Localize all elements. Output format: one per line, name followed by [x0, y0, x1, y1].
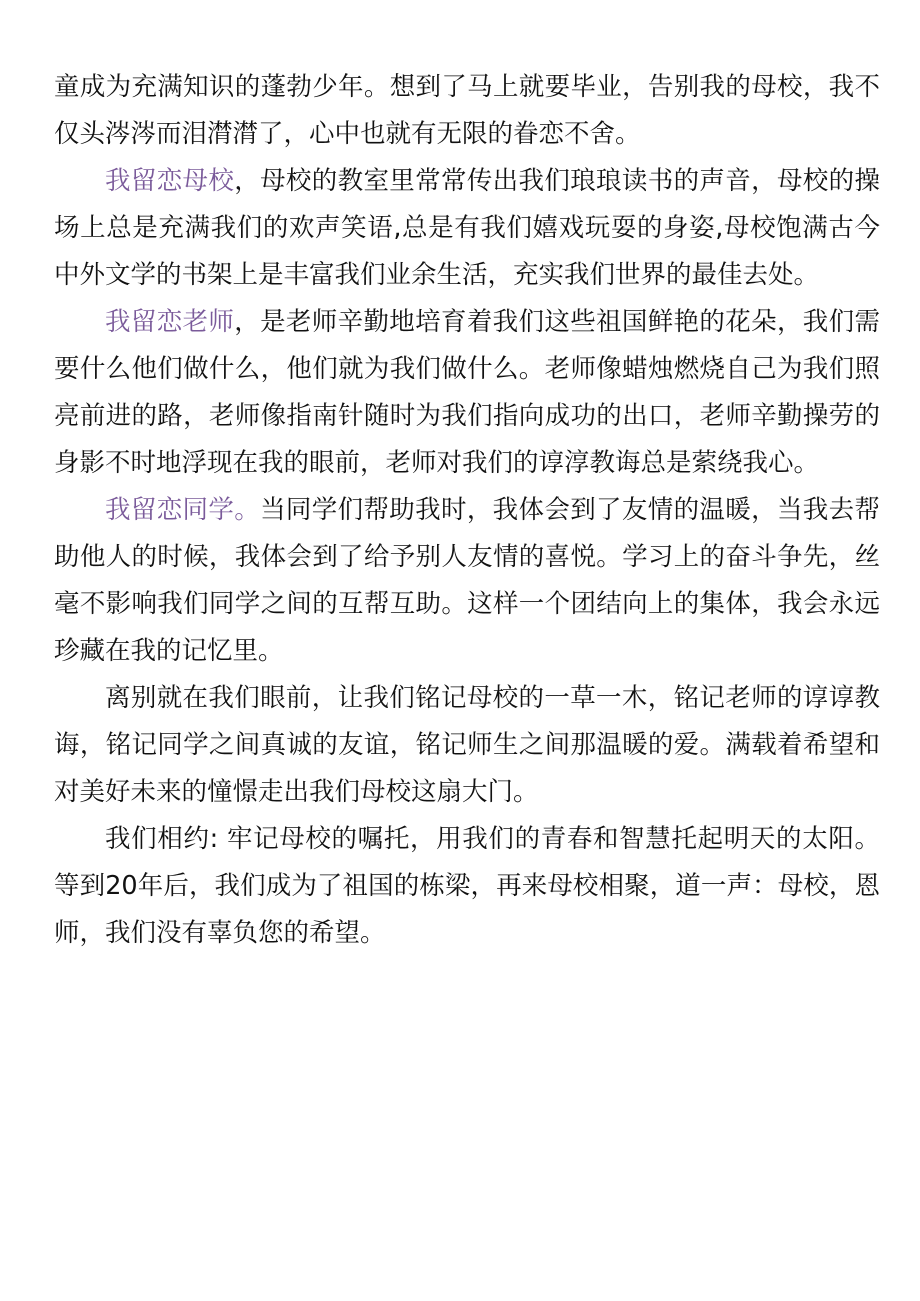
paragraph-miss-school: [54, 158, 880, 299]
paragraph-text: 我们相约: 牢记母校的嘱托，用我们的青春和智慧托起明天的太阳。等到20年后，我们成为了祖国的栋梁，再来母校相聚，道一声：母校，恩师，我们没有辜负您的希望。: [54, 824, 880, 948]
paragraph-lead-school: 我留恋母校: [105, 166, 235, 196]
paragraph-lead-teachers: 我留恋老师: [105, 307, 235, 337]
paragraph-miss-teachers: [54, 299, 880, 487]
paragraph-farewell: [54, 675, 880, 816]
paragraph-lead-classmates: 我留恋同学。: [105, 495, 261, 525]
paragraph-text: 童成为充满知识的蓬勃少年。想到了马上就要毕业，告别我的母校，我不仅头涔涔而泪潸潸了，心中也就有无限的眷恋不舍。: [54, 72, 880, 149]
paragraph-text: ，母校的教室里常常传出我们琅琅读书的声音，母校的操场上总是充满我们的欢声笑语,总是有我们嬉戏玩耍的身姿,母校饱满古今中外文学的书架上是丰富我们业余生活，充实我们世界的最佳去处。: [54, 166, 880, 290]
paragraph-promise: [54, 816, 880, 957]
paragraph-text: 离别就在我们眼前，让我们铭记母校的一草一木，铭记老师的谆谆教诲，铭记同学之间真诚的友谊，铭记师生之间那温暖的爱。满载着希望和对美好未来的憧憬走出我们母校这扇大门。: [54, 683, 880, 807]
paragraph-text: ，是老师辛勤地培育着我们这些祖国鲜艳的花朵，我们需要什么他们做什么，他们就为我们做什么。老师像蜡烛燃烧自己为我们照亮前进的路，老师像指南针随时为我们指向成功的出口，老师辛勤操劳的身影不时地浮现在我的眼前，老师对我们的谆淳教诲总是萦绕我心。: [54, 307, 880, 478]
paragraph-text: 当同学们帮助我时，我体会到了友情的温暖，当我去帮助他人的时候，我体会到了给予别人友情的喜悦。学习上的奋斗争先，丝毫不影响我们同学之间的互帮互助。这样一个团结向上的集体，我会永远珍藏在我的记忆里。: [54, 495, 880, 666]
paragraph-miss-classmates: [54, 487, 880, 675]
document-body: [54, 64, 880, 957]
paragraph-graduation-intro: [54, 64, 880, 158]
